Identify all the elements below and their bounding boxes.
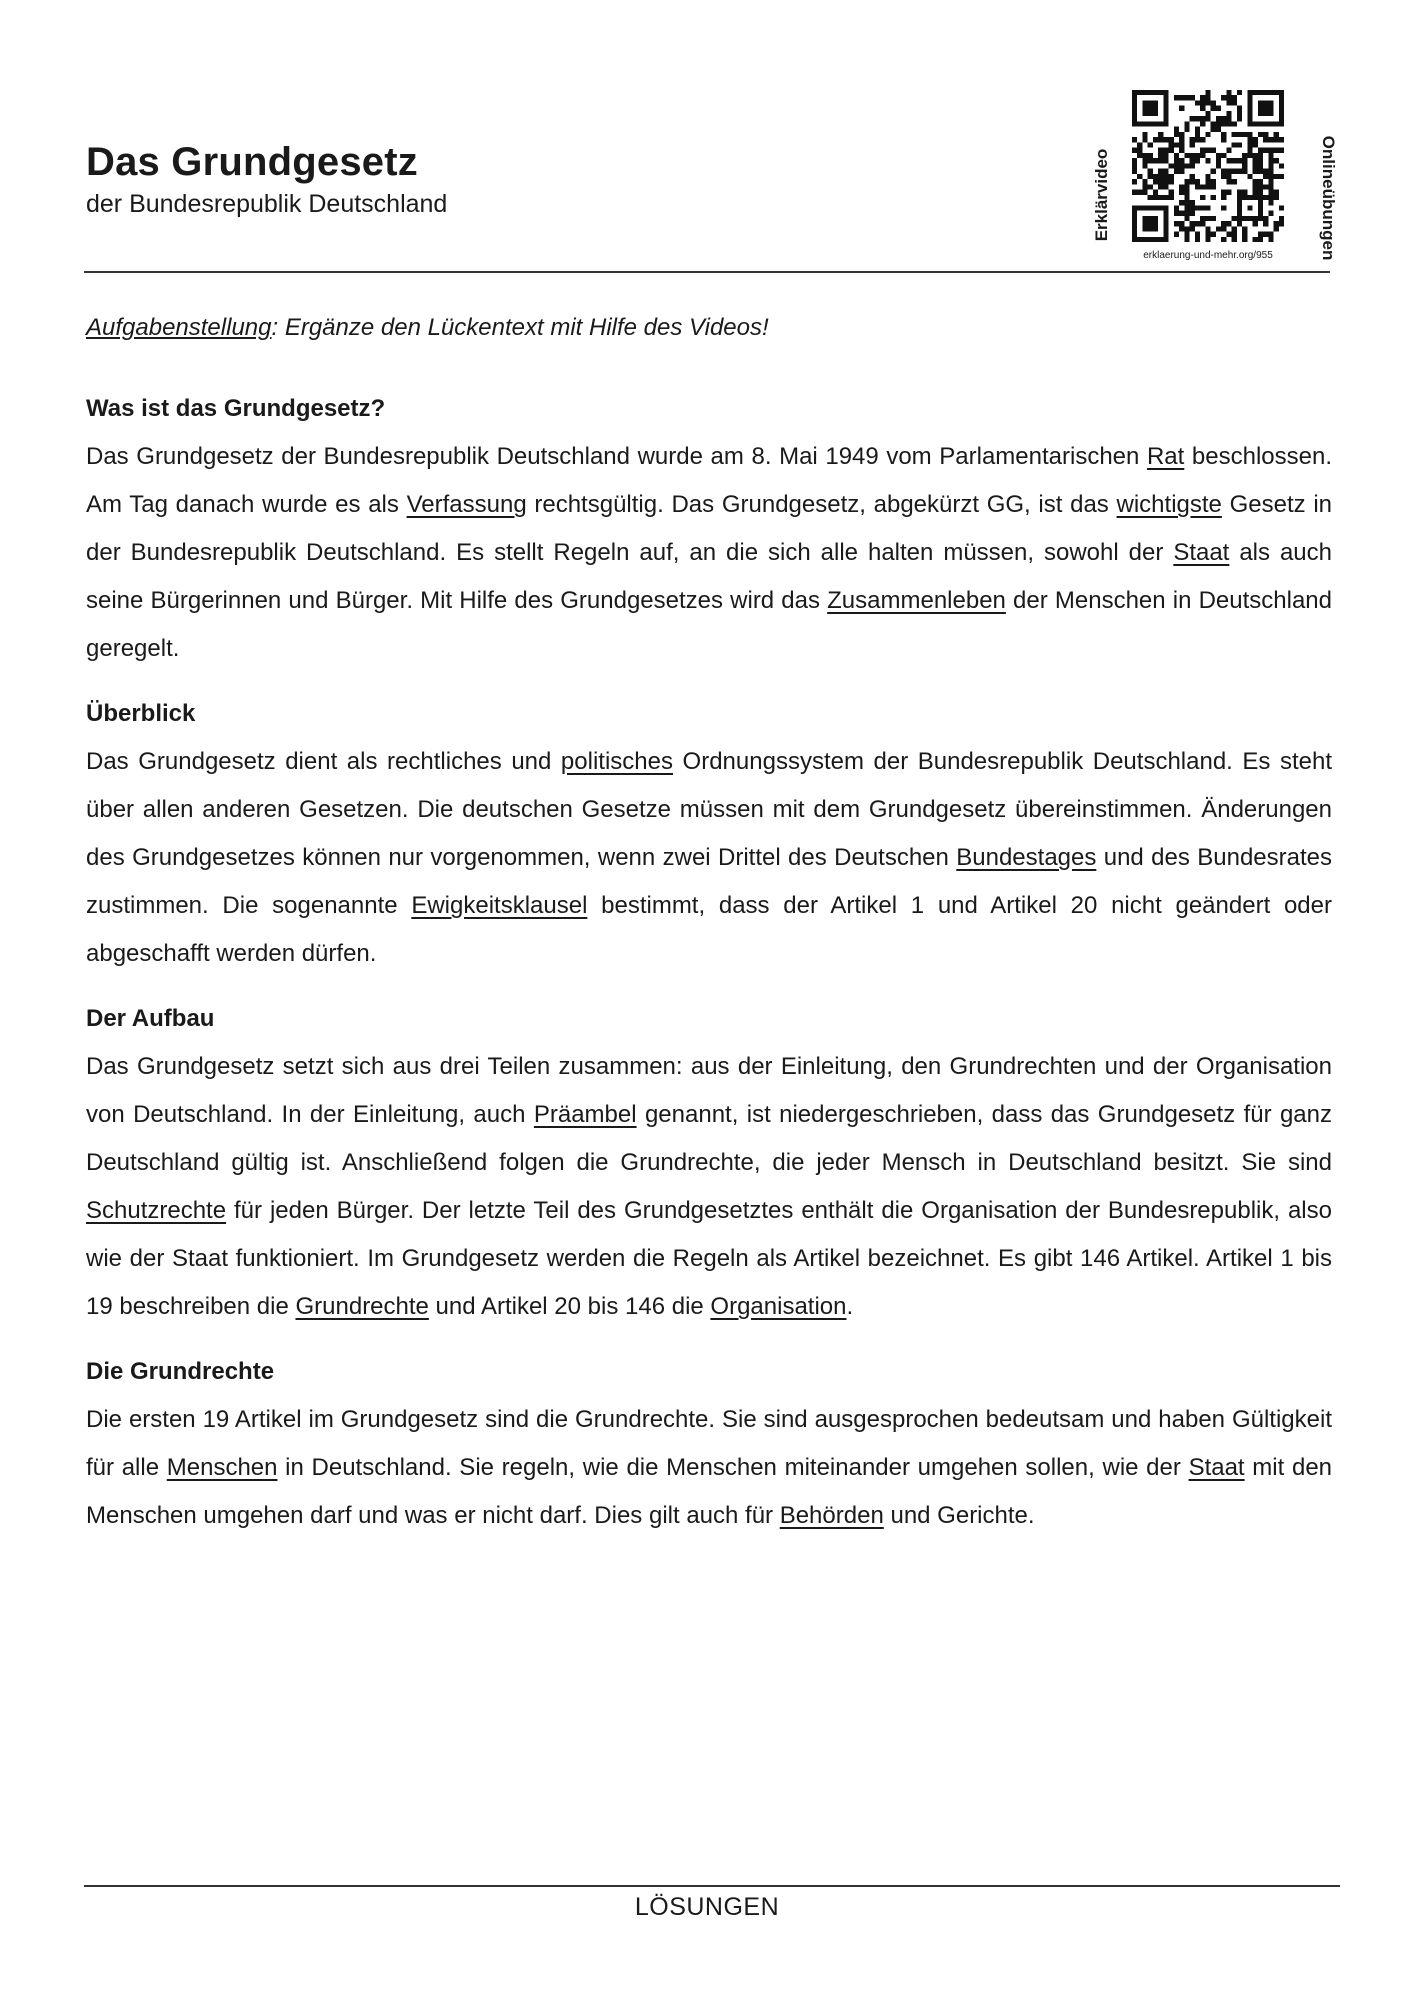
qr-code-icon[interactable]	[1132, 90, 1284, 242]
gap-answer: Ewigkeitsklausel	[411, 892, 588, 919]
gap-answer: Menschen	[166, 1454, 278, 1481]
text-segment: als auch seine Bürgerinnen und Bürger. Mit Hilfe des Grundgesetzes wird das	[86, 539, 1333, 614]
text-segment: beschlossen. Am Tag danach wurde es als	[86, 443, 1332, 518]
qr-block	[1082, 90, 1338, 270]
gap-answer: Verfassung	[406, 491, 527, 518]
worksheet-content	[86, 305, 1332, 1561]
text-segment: bestimmt, dass der Artikel 1 und Artikel 20 nicht geändert oder abgeschafft werden dürfen.	[86, 892, 1332, 967]
text-segment: Gesetz in der Bundesrepublik Deutschland. Es stellt Regeln auf, an die sich alle halten müssen, sowohl der	[86, 491, 1332, 566]
gap-answer: Behörden	[779, 1502, 884, 1529]
text-segment: Das Grundgesetz der Bundesrepublik Deutschland wurde am 8. Mai 1949 vom Parlamentarischen	[86, 443, 1147, 470]
gap-answer: Staat	[1173, 539, 1230, 566]
text-segment: Das Grundgesetz dient als rechtliches und	[86, 748, 561, 775]
section-paragraph	[86, 1043, 1332, 1331]
text-segment: und Gerichte.	[883, 1502, 1035, 1529]
text-segment: für jeden Bürger. Der letzte Teil des Grundgesetztes enthält die Organisation der Bundesrepublik, also wie der Staat funktioniert. Im Grundgesetz werden die Regeln als Artikel bezeichnet. Es gibt 146 Artikel. Artikel 1 bis 19 beschreiben die	[86, 1197, 1332, 1320]
gap-answer: Zusammenleben	[827, 587, 1006, 614]
text-segment: Die ersten 19 Artikel im Grundgesetz sind die Grundrechte. Sie sind ausgesprochen bedeutsam und haben Gültigkeit für alle	[86, 1406, 1332, 1481]
text-segment: genannt, ist niedergeschrieben, dass das Grundgesetz für ganz Deutschland gültig ist. Anschließend folgen die Grundrechte, die jeder Mensch in Deutschland besitzt. Sie sind	[86, 1101, 1332, 1176]
task-label: Aufgabenstellung	[86, 314, 272, 341]
section-heading: Der Aufbau	[86, 1005, 215, 1032]
footer-divider	[84, 1885, 1340, 1887]
text-segment: in Deutschland. Sie regeln, wie die Menschen miteinander umgehen sollen, wie der	[277, 1454, 1189, 1481]
qr-url: erklaerung-und-mehr.org/955	[1143, 250, 1273, 261]
section-paragraph	[86, 1396, 1332, 1540]
task-instruction	[86, 305, 1332, 351]
gap-answer: Staat	[1188, 1454, 1245, 1481]
gap-answer: Bundestages	[956, 844, 1097, 871]
gap-answer: Präambel	[533, 1101, 637, 1128]
gap-answer: wichtigste	[1116, 491, 1222, 518]
gap-answer: politisches	[560, 748, 673, 775]
text-segment: Ordnungssystem der Bundesrepublik Deutschland. Es steht über allen anderen Gesetzen. Die deutschen Gesetze müssen mit dem Grundgesetz übereinstimmen. Änderungen des Grundgesetzes können nur vorgenommen, wenn zwei Drittel des Deutschen	[86, 748, 1332, 871]
section-paragraph	[86, 433, 1332, 673]
gap-answer: Grundrechte	[295, 1293, 429, 1320]
text-segment: rechtsgültig. Das Grundgesetz, abgekürzt GG, ist das	[526, 491, 1117, 518]
footer-label: LÖSUNGEN	[634, 1893, 780, 1921]
section-heading: Was ist das Grundgesetz?	[86, 395, 386, 422]
section	[86, 999, 1332, 1331]
section-heading: Die Grundrechte	[86, 1358, 275, 1385]
section	[86, 389, 1332, 673]
gap-answer: Schutzrechte	[86, 1197, 227, 1224]
sections-container	[86, 389, 1332, 1540]
task-text: : Ergänze den Lückentext mit Hilfe des Videos!	[271, 314, 769, 341]
text-segment: .	[846, 1293, 854, 1320]
gap-answer: Organisation	[710, 1293, 847, 1320]
section-heading: Überblick	[86, 700, 196, 727]
page-title: Das Grundgesetz	[86, 140, 418, 184]
text-segment: Das Grundgesetz setzt sich aus drei Teilen zusammen: aus der Einleitung, den Grundrechten und der Organisation von Deutschland. In der Einleitung, auch	[86, 1053, 1332, 1128]
qr-label-online-exercises: Onlineübungen	[1319, 135, 1338, 261]
text-segment: und des Bundesrates zustimmen. Die sogenannte	[86, 844, 1332, 919]
page-subtitle: der Bundesrepublik Deutschland	[86, 190, 448, 218]
section-paragraph	[86, 738, 1332, 978]
text-segment: mit den Menschen umgehen darf und was er nicht darf. Dies gilt auch für	[86, 1454, 1333, 1529]
header-divider	[84, 271, 1330, 273]
section	[86, 694, 1332, 978]
gap-answer: Rat	[1146, 443, 1185, 470]
section	[86, 1352, 1332, 1540]
text-segment: und Artikel 20 bis 146 die	[428, 1293, 711, 1320]
text-segment: der Menschen in Deutschland geregelt.	[86, 587, 1332, 662]
qr-label-explainer-video: Erklärvideo	[1092, 148, 1111, 242]
